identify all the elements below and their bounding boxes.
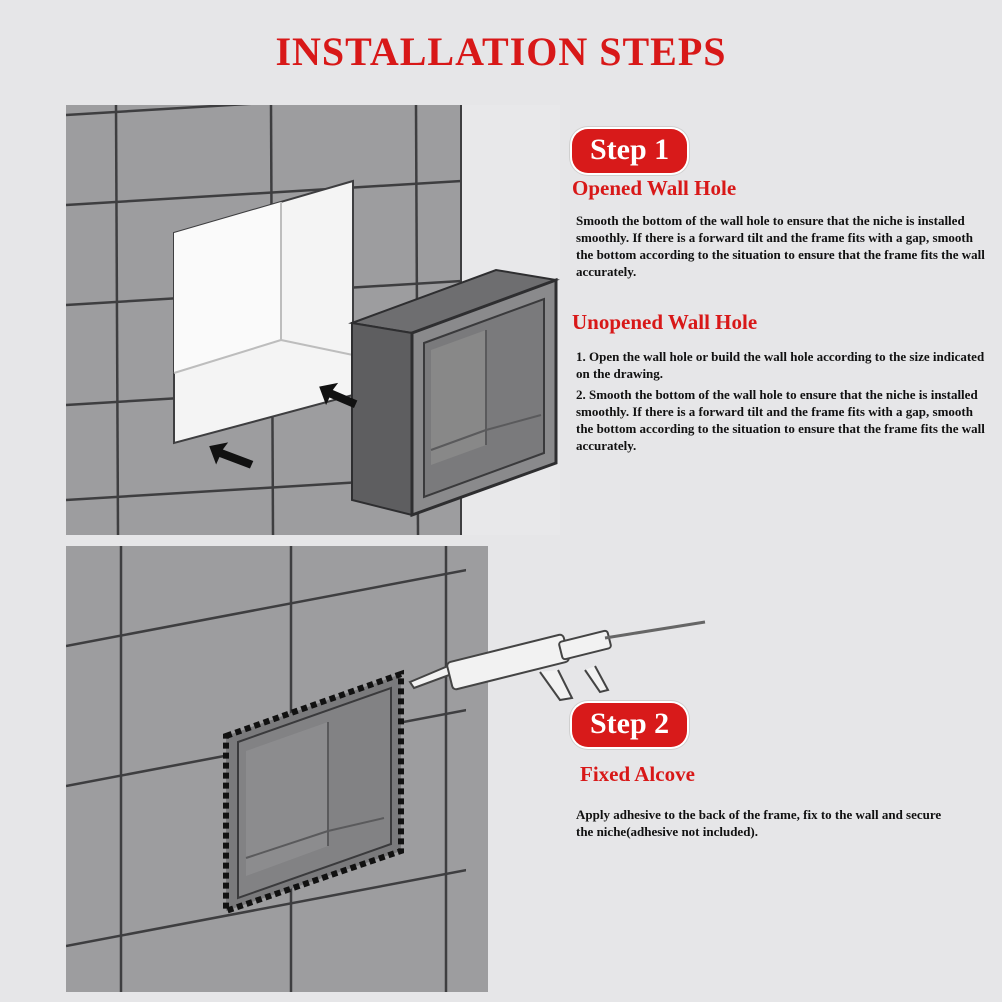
step2-illustration bbox=[66, 546, 488, 992]
opened-wall-hole-text: Smooth the bottom of the wall hole to ensure that the niche is installed smoothly. If there is a forward tilt and the frame fits with a gap, smooth the bottom according to the situation to ensure that the frame fits the wall accurately. bbox=[576, 213, 985, 279]
step1-illustration bbox=[66, 105, 560, 535]
fixed-alcove-text: Apply adhesive to the back of the frame, fix to the wall and secure the niche(adhesive not included). bbox=[576, 807, 942, 839]
step2-badge: Step 2 bbox=[572, 703, 687, 747]
fixed-alcove-diagram bbox=[66, 546, 488, 992]
wall-hole-diagram bbox=[66, 105, 560, 535]
fixed-alcove-heading: Fixed Alcove bbox=[580, 762, 695, 786]
unopened-wall-hole-heading: Unopened Wall Hole bbox=[572, 310, 758, 334]
unopened-wall-hole-step-2: 2. Smooth the bottom of the wall hole to ensure that the niche is installed smoothly. If there is a forward tilt and the frame fits with a gap, smooth the bottom according to the situation to ensure that the frame fits the wall accurately. bbox=[576, 387, 985, 453]
adhesive-gun-icon bbox=[400, 620, 720, 710]
unopened-wall-hole-step-1: 1. Open the wall hole or build the wall hole according to the size indicated on the drawing. bbox=[576, 349, 985, 381]
page-title: INSTALLATION STEPS bbox=[275, 29, 727, 74]
opened-wall-hole-heading: Opened Wall Hole bbox=[572, 176, 737, 200]
step1-badge: Step 1 bbox=[572, 129, 687, 173]
